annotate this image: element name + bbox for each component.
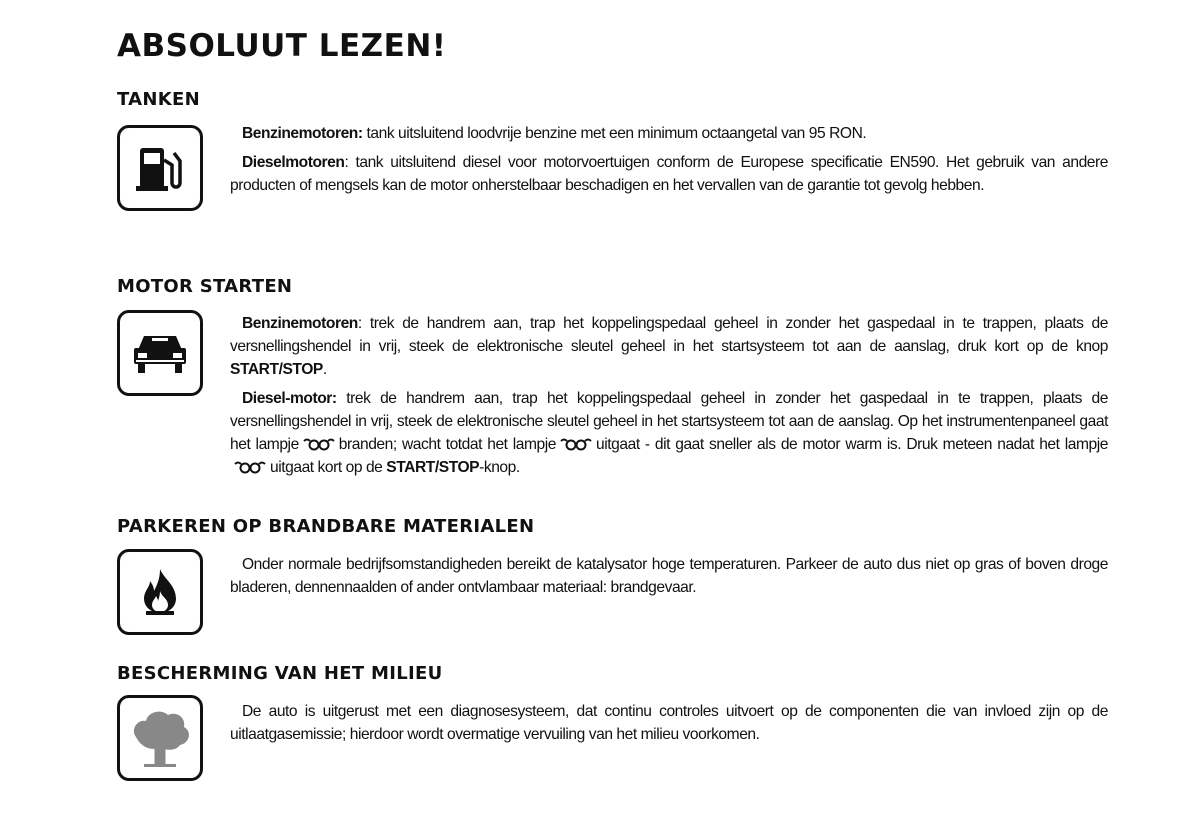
start-stop-label: START/STOP [386, 459, 480, 476]
glow-plug-icon [233, 460, 267, 474]
label-benzine: Benzinemotoren [242, 315, 358, 332]
text-benzine: tank uitsluitend loodvrije benzine met een minimum octaangetal van 95 RON. [362, 125, 867, 142]
text-diesel-d: uitgaat kort op de [270, 459, 387, 476]
text-milieu: De auto is uitgerust met een diagnosesysteem, dat continu controles uitvoert op de componenten die van invloed zijn op de uitlaatgasemissie; hierdoor wordt overmatige vervuiling van het milieu voorkomen. [230, 703, 1108, 743]
flame-icon [117, 549, 203, 635]
glow-plug-icon [302, 437, 336, 451]
label-diesel: Dieselmotoren [242, 154, 345, 171]
text-diesel-b: branden; wacht totdat het lampje [338, 436, 557, 453]
text-end: -knop. [479, 459, 520, 476]
page-title: ABSOLUUT LEZEN! [117, 28, 447, 64]
section-text-motor-starten [230, 312, 1108, 485]
text-diesel: : tank uitsluitend diesel voor motorvoertuigen conform de Europese specificatie EN590. Het gebruik van andere producten of mengsels kan de motor onherstelbaar beschadigen en het vervallen van de garantie tot gevolg hebben. [230, 154, 1108, 194]
label-diesel: Diesel-motor: [242, 390, 337, 407]
section-text-tanken [230, 122, 1108, 203]
section-heading-tanken: TANKEN [117, 89, 200, 110]
text-end: . [322, 361, 327, 378]
section-heading-motor-starten: MOTOR STARTEN [117, 276, 293, 297]
text-diesel-c: uitgaat - dit gaat sneller als de motor warm is. Druk meteen nadat het lampje [596, 436, 1109, 453]
car-front-icon [117, 310, 203, 396]
text-benzine: : trek de handrem aan, trap het koppelingspedaal geheel in zonder het gaspedaal in te trappen, plaats de versnellingshendel in vrij, steek de elektronische sleutel geheel in het startsysteem tot aan de aanslag, druk kort op de knop [230, 315, 1108, 355]
section-text-parkeren [230, 553, 1108, 605]
glow-plug-icon [559, 437, 593, 451]
fuel-pump-icon [117, 125, 203, 211]
section-heading-parkeren: PARKEREN OP BRANDBARE MATERIALEN [117, 516, 535, 537]
start-stop-label: START/STOP [230, 361, 323, 378]
section-heading-milieu: BESCHERMING VAN HET MILIEU [117, 663, 443, 684]
tree-icon [117, 695, 203, 781]
text-parkeren: Onder normale bedrijfsomstandigheden bereikt de katalysator hoge temperaturen. Parkeer de auto dus niet op gras of boven droge bladeren, dennennaalden of ander ontvlambaar materiaal: brandgevaar. [230, 556, 1108, 596]
section-text-milieu [230, 700, 1108, 752]
label-benzine: Benzinemotoren: [242, 125, 363, 142]
text-diesel-a: trek de handrem aan, trap het koppelingspedaal geheel in zonder het gaspedaal in te trappen, plaats de versnellingshendel in vrij, steek de elektronische sleutel geheel in het startsysteem tot aan de aanslag. Op het instrumentenpaneel gaat het lampje [230, 390, 1108, 453]
